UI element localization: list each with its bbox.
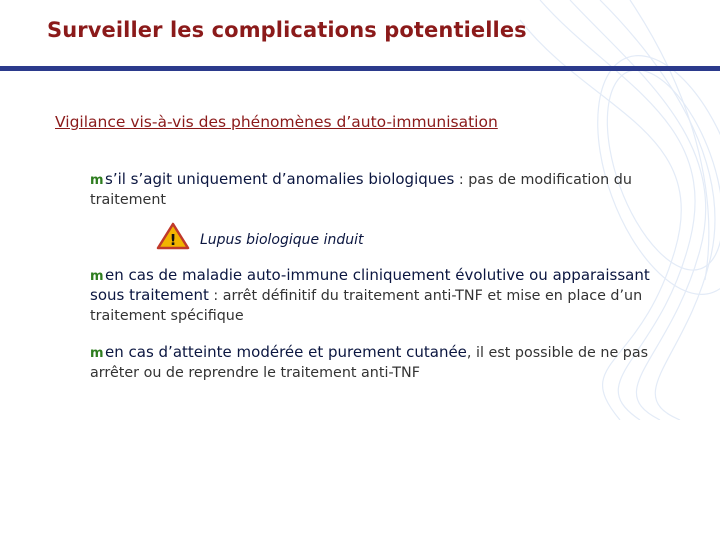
bullet-item-autoimmune-disease [90, 266, 670, 326]
warning-symbol: ! [169, 231, 177, 249]
title-divider [0, 66, 720, 71]
warning-text: Lupus biologique induit [200, 232, 364, 248]
bullet-detail: : arrêt définitif du traitement anti-TNF et mise en place d’un traitement spécifique [90, 288, 643, 324]
bullet-marker-icon: m [90, 346, 104, 361]
bullet-lead: en cas de maladie auto-immune cliniquement évolutive ou apparaissant sous traitement [90, 266, 650, 304]
bullet-detail: , il est possible de ne pas arrêter ou de reprendre le traitement anti-TNF [90, 345, 649, 381]
warning-callout [156, 222, 363, 250]
bullet-item-cutaneous-involvement [90, 343, 670, 383]
bullet-lead: s’il s’agit uniquement d’anomalies biologiques [105, 170, 455, 188]
warning-triangle-icon [156, 222, 190, 250]
bullet-item-biological-anomalies [90, 170, 670, 210]
bullet-detail: : pas de modification du traitement [90, 172, 632, 208]
page-title: Surveiller les complications potentielles [47, 18, 527, 42]
bullet-marker-icon: m [90, 269, 104, 284]
bullet-lead: en cas d’atteinte modérée et purement cutanée [105, 343, 467, 361]
bullet-marker-icon: m [90, 173, 104, 188]
section-subtitle: Vigilance vis-à-vis des phénomènes d’auto-immunisation [55, 113, 498, 131]
